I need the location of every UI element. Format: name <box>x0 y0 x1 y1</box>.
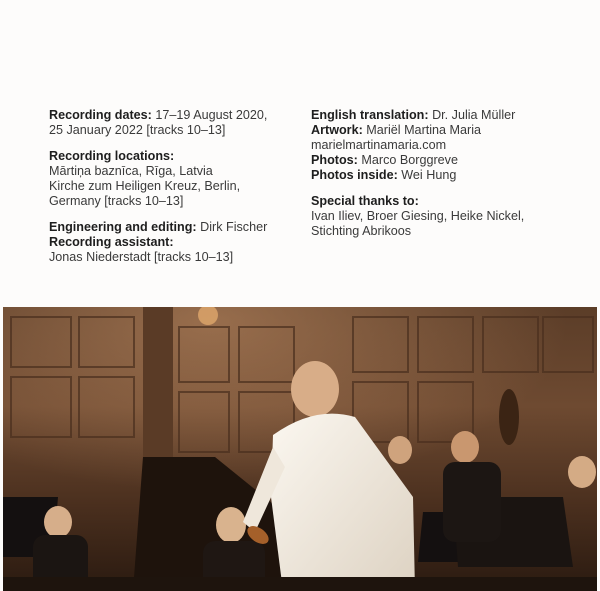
stage-floor <box>3 577 597 591</box>
recording-locations <box>49 149 304 209</box>
cellist-head <box>216 507 246 543</box>
violinist-mid-head <box>388 436 412 464</box>
recording-locations-line1: Mārtiņa baznīca, Rīga, Latvia <box>49 164 213 178</box>
violinist-right-body <box>443 462 501 542</box>
recording-assistant-label: Recording assistant: <box>49 235 174 249</box>
violinist-left-head <box>44 506 72 538</box>
concert-photo <box>3 307 597 591</box>
engineering <box>49 220 304 235</box>
special-thanks-line2: Stichting Abrikoos <box>311 224 412 238</box>
credits-right-column <box>311 108 591 250</box>
musician-far-right-head <box>568 456 596 488</box>
photos-label: Photos: <box>311 153 358 167</box>
recording-locations-label: Recording locations: <box>49 149 175 163</box>
artwork-value: Mariël Martina Maria <box>366 123 482 137</box>
special-thanks-label: Special thanks to: <box>311 194 419 208</box>
artwork-label: Artwork: <box>311 123 363 137</box>
recording-dates-label: Recording dates: <box>49 108 152 122</box>
special-thanks <box>311 194 591 239</box>
recording-dates-line2: 25 January 2022 [tracks 10–13] <box>49 123 226 137</box>
english-translation-value: Dr. Julia Müller <box>432 108 516 122</box>
english-translation-label: English translation: <box>311 108 429 122</box>
photos-inside-label: Photos inside: <box>311 168 398 182</box>
photos-inside-value: Wei Hung <box>401 168 457 182</box>
concert-photo-illustration <box>3 307 597 591</box>
recording-dates-line1: 17–19 August 2020, <box>155 108 268 122</box>
recording-assistant-value: Jonas Niederstadt [tracks 10–13] <box>49 250 234 264</box>
pillar <box>143 307 173 467</box>
recording-locations-line3: Germany [tracks 10–13] <box>49 194 184 208</box>
credits-left-column <box>49 108 304 276</box>
recording-locations-line2: Kirche zum Heiligen Kreuz, Berlin, <box>49 179 241 193</box>
conductor-head <box>291 361 339 417</box>
engineering-value: Dirk Fischer <box>200 220 268 234</box>
photos-value: Marco Borggreve <box>361 153 458 167</box>
special-thanks-line1: Ivan Iliev, Broer Giesing, Heike Nickel, <box>311 209 525 223</box>
artwork-website: marielmartinamaria.com <box>311 138 447 152</box>
recording-dates <box>49 108 304 138</box>
double-bass <box>499 389 519 445</box>
translation-and-photos <box>311 108 591 183</box>
recording-assistant <box>49 235 304 265</box>
engineering-label: Engineering and editing: <box>49 220 197 234</box>
violinist-right-head <box>451 431 479 463</box>
